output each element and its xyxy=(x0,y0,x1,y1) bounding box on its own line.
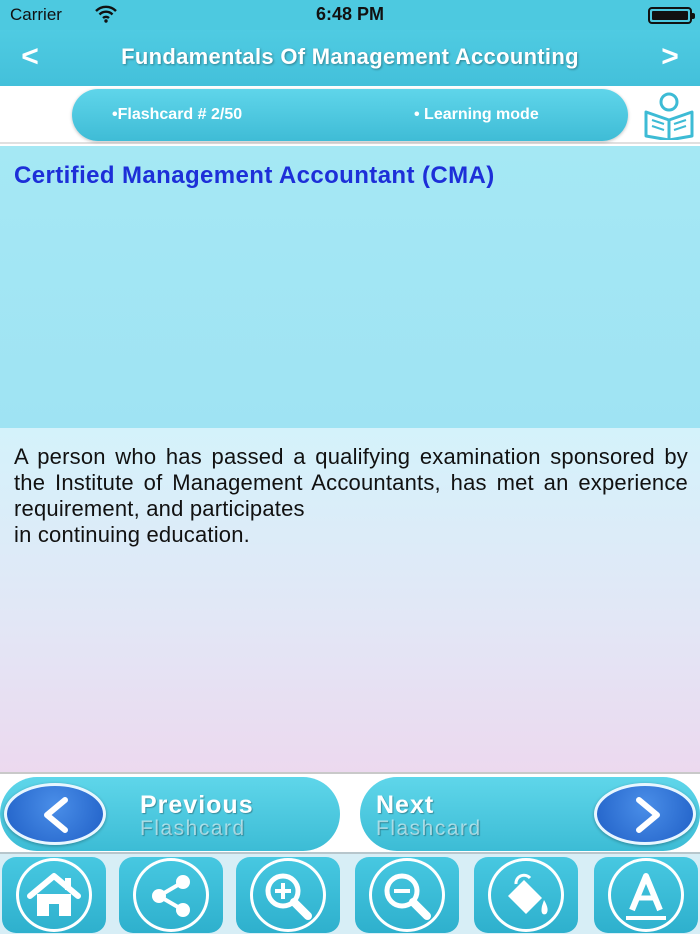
forward-button[interactable]: > xyxy=(661,40,679,73)
battery-icon xyxy=(648,7,692,24)
share-icon xyxy=(139,866,203,926)
home-icon xyxy=(22,866,86,926)
flashcard-navigation xyxy=(0,772,700,852)
zoom-in-button[interactable] xyxy=(236,857,340,933)
next-flashcard-label xyxy=(376,793,482,841)
next-subtitle: Flashcard xyxy=(376,817,482,840)
zoom-out-icon xyxy=(375,866,439,926)
flashcard-definition: A person who has passed a qualifying examination sponsored by the Institute of Management Accountants, has met an experience requirement, and participates in continuing education. xyxy=(14,444,688,547)
clock: 6:48 PM xyxy=(315,4,385,24)
flashcard-info-strip xyxy=(0,86,700,144)
chevron-left-icon xyxy=(4,783,106,845)
next-title: Next xyxy=(376,791,435,819)
bottom-toolbar xyxy=(0,852,700,934)
flashcard-definition-area[interactable] xyxy=(0,428,700,772)
previous-subtitle: Flashcard xyxy=(140,817,246,840)
font-icon xyxy=(614,866,678,926)
flashcard-info-pill xyxy=(72,89,628,141)
status-bar xyxy=(0,0,700,30)
zoom-out-button[interactable] xyxy=(355,857,459,933)
previous-flashcard-label xyxy=(140,793,254,841)
flashcard-term: Certified Management Accountant (CMA) xyxy=(14,162,495,189)
next-flashcard-button[interactable] xyxy=(360,777,700,851)
carrier-label: Carrier xyxy=(10,5,62,24)
flashcard-term-area[interactable] xyxy=(0,146,700,428)
flashcard-counter: •Flashcard # 2/50 xyxy=(112,106,243,123)
previous-flashcard-button[interactable] xyxy=(0,777,340,851)
previous-title: Previous xyxy=(140,791,254,819)
zoom-in-icon xyxy=(256,866,320,926)
mode-label: • Learning mode xyxy=(414,106,539,123)
navigation-bar xyxy=(0,30,700,86)
home-button[interactable] xyxy=(2,857,106,933)
chevron-right-icon xyxy=(594,783,696,845)
paint-bucket-icon xyxy=(494,866,558,926)
font-button[interactable] xyxy=(594,857,698,933)
share-button[interactable] xyxy=(119,857,223,933)
background-color-button[interactable] xyxy=(474,857,578,933)
reader-book-icon xyxy=(642,90,696,140)
page-title: Fundamentals Of Management Accounting xyxy=(121,44,579,69)
back-button[interactable]: < xyxy=(21,40,39,73)
